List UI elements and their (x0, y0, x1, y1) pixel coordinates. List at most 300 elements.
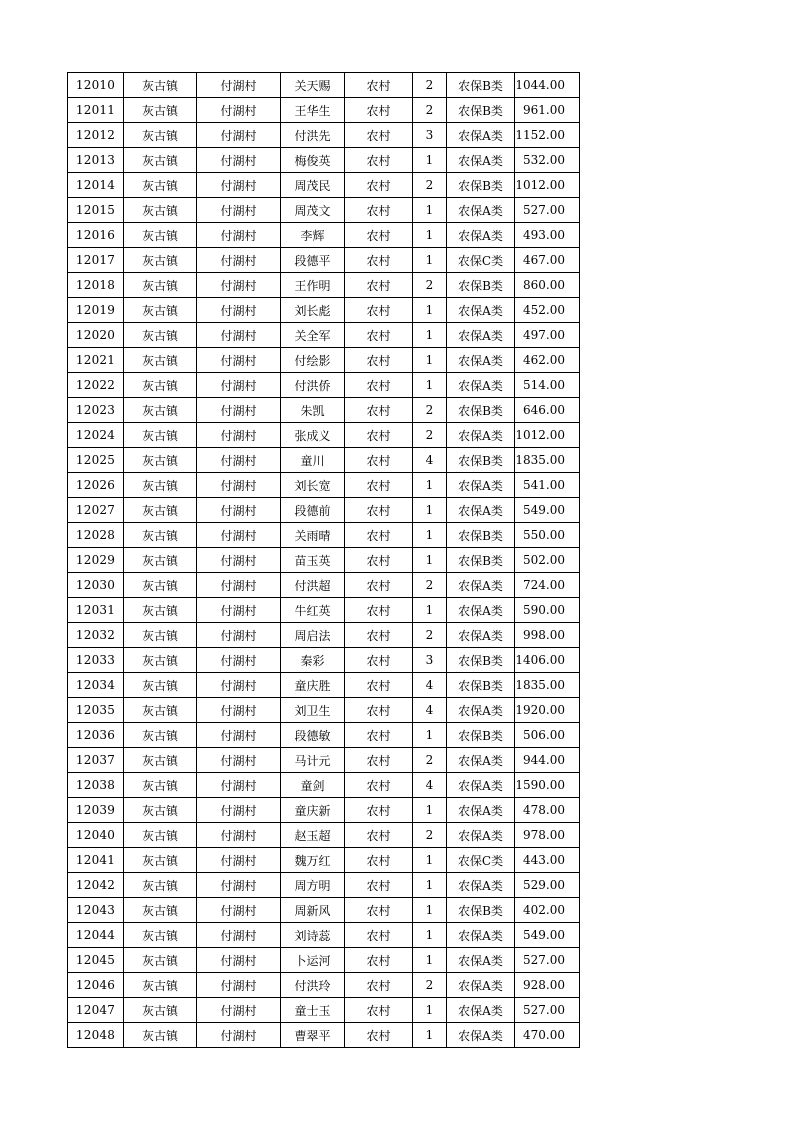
cell-insurance-category: 农保A类 (447, 798, 515, 823)
table-row (68, 673, 580, 698)
table-row (68, 98, 580, 123)
cell-area-type: 农村 (345, 1023, 413, 1048)
cell-household-size: 2 (413, 973, 447, 998)
cell-household-size: 1 (413, 373, 447, 398)
cell-record-id: 12038 (68, 773, 124, 798)
cell-amount: 961.00 (515, 98, 580, 123)
cell-name: 付洪先 (281, 123, 345, 148)
cell-household-size: 1 (413, 548, 447, 573)
cell-amount: 541.00 (515, 473, 580, 498)
cell-insurance-category: 农保C类 (447, 848, 515, 873)
cell-name: 周茂文 (281, 198, 345, 223)
cell-insurance-category: 农保B类 (447, 898, 515, 923)
cell-household-size: 1 (413, 873, 447, 898)
cell-area-type: 农村 (345, 948, 413, 973)
cell-amount: 506.00 (515, 723, 580, 748)
table-row (68, 573, 580, 598)
cell-town: 灰古镇 (124, 248, 197, 273)
cell-name: 段德平 (281, 248, 345, 273)
cell-amount: 724.00 (515, 573, 580, 598)
cell-area-type: 农村 (345, 398, 413, 423)
cell-amount: 1835.00 (515, 673, 580, 698)
cell-area-type: 农村 (345, 98, 413, 123)
cell-name: 张成义 (281, 423, 345, 448)
cell-household-size: 1 (413, 998, 447, 1023)
table-row (68, 748, 580, 773)
cell-town: 灰古镇 (124, 823, 197, 848)
cell-household-size: 1 (413, 348, 447, 373)
cell-town: 灰古镇 (124, 123, 197, 148)
cell-area-type: 农村 (345, 348, 413, 373)
cell-town: 灰古镇 (124, 898, 197, 923)
cell-village: 付湖村 (197, 798, 281, 823)
cell-village: 付湖村 (197, 748, 281, 773)
table-row (68, 523, 580, 548)
cell-town: 灰古镇 (124, 373, 197, 398)
cell-record-id: 12046 (68, 973, 124, 998)
cell-amount: 998.00 (515, 623, 580, 648)
cell-insurance-category: 农保B类 (447, 648, 515, 673)
cell-household-size: 1 (413, 948, 447, 973)
cell-household-size: 1 (413, 598, 447, 623)
table-row (68, 73, 580, 98)
cell-name: 梅俊英 (281, 148, 345, 173)
cell-insurance-category: 农保A类 (447, 973, 515, 998)
cell-record-id: 12026 (68, 473, 124, 498)
cell-town: 灰古镇 (124, 73, 197, 98)
cell-insurance-category: 农保B类 (447, 548, 515, 573)
cell-insurance-category: 农保A类 (447, 998, 515, 1023)
cell-amount: 467.00 (515, 248, 580, 273)
cell-area-type: 农村 (345, 498, 413, 523)
cell-area-type: 农村 (345, 998, 413, 1023)
table-row (68, 723, 580, 748)
cell-area-type: 农村 (345, 823, 413, 848)
cell-record-id: 12042 (68, 873, 124, 898)
cell-area-type: 农村 (345, 748, 413, 773)
cell-name: 刘诗蕊 (281, 923, 345, 948)
cell-insurance-category: 农保B类 (447, 273, 515, 298)
cell-name: 朱凯 (281, 398, 345, 423)
cell-household-size: 1 (413, 148, 447, 173)
cell-household-size: 1 (413, 198, 447, 223)
cell-record-id: 12016 (68, 223, 124, 248)
cell-area-type: 农村 (345, 298, 413, 323)
cell-area-type: 农村 (345, 473, 413, 498)
cell-amount: 978.00 (515, 823, 580, 848)
table-row (68, 123, 580, 148)
cell-amount: 502.00 (515, 548, 580, 573)
cell-insurance-category: 农保A类 (447, 923, 515, 948)
cell-name: 付洪超 (281, 573, 345, 598)
table-row (68, 848, 580, 873)
cell-record-id: 12012 (68, 123, 124, 148)
cell-name: 关雨晴 (281, 523, 345, 548)
table-row (68, 773, 580, 798)
cell-amount: 462.00 (515, 348, 580, 373)
cell-record-id: 12023 (68, 398, 124, 423)
cell-area-type: 农村 (345, 798, 413, 823)
table-row (68, 198, 580, 223)
cell-amount: 402.00 (515, 898, 580, 923)
cell-record-id: 12041 (68, 848, 124, 873)
cell-town: 灰古镇 (124, 273, 197, 298)
cell-name: 赵玉超 (281, 823, 345, 848)
cell-household-size: 2 (413, 173, 447, 198)
table-body (68, 73, 580, 1048)
cell-insurance-category: 农保A类 (447, 473, 515, 498)
cell-insurance-category: 农保A类 (447, 598, 515, 623)
cell-amount: 470.00 (515, 1023, 580, 1048)
cell-insurance-category: 农保B类 (447, 173, 515, 198)
cell-area-type: 农村 (345, 173, 413, 198)
cell-town: 灰古镇 (124, 648, 197, 673)
cell-amount: 527.00 (515, 198, 580, 223)
cell-town: 灰古镇 (124, 223, 197, 248)
table-row (68, 398, 580, 423)
table-row (68, 898, 580, 923)
cell-area-type: 农村 (345, 373, 413, 398)
cell-amount: 646.00 (515, 398, 580, 423)
cell-insurance-category: 农保A类 (447, 1023, 515, 1048)
cell-household-size: 1 (413, 248, 447, 273)
cell-area-type: 农村 (345, 148, 413, 173)
cell-village: 付湖村 (197, 948, 281, 973)
cell-household-size: 1 (413, 298, 447, 323)
cell-area-type: 农村 (345, 198, 413, 223)
cell-insurance-category: 农保A类 (447, 348, 515, 373)
cell-record-id: 12044 (68, 923, 124, 948)
cell-town: 灰古镇 (124, 173, 197, 198)
cell-name: 童川 (281, 448, 345, 473)
cell-name: 王作明 (281, 273, 345, 298)
table-row (68, 648, 580, 673)
table-row (68, 148, 580, 173)
cell-insurance-category: 农保A类 (447, 198, 515, 223)
cell-amount: 1152.00 (515, 123, 580, 148)
cell-area-type: 农村 (345, 448, 413, 473)
cell-household-size: 4 (413, 673, 447, 698)
cell-area-type: 农村 (345, 723, 413, 748)
cell-record-id: 12036 (68, 723, 124, 748)
cell-village: 付湖村 (197, 298, 281, 323)
cell-record-id: 12045 (68, 948, 124, 973)
cell-area-type: 农村 (345, 323, 413, 348)
cell-town: 灰古镇 (124, 623, 197, 648)
cell-village: 付湖村 (197, 823, 281, 848)
cell-name: 王华生 (281, 98, 345, 123)
cell-record-id: 12017 (68, 248, 124, 273)
cell-insurance-category: 农保B类 (447, 723, 515, 748)
cell-amount: 928.00 (515, 973, 580, 998)
cell-household-size: 2 (413, 748, 447, 773)
cell-household-size: 4 (413, 773, 447, 798)
cell-town: 灰古镇 (124, 798, 197, 823)
cell-area-type: 农村 (345, 973, 413, 998)
cell-amount: 527.00 (515, 998, 580, 1023)
cell-village: 付湖村 (197, 323, 281, 348)
cell-household-size: 4 (413, 698, 447, 723)
cell-record-id: 12029 (68, 548, 124, 573)
cell-household-size: 2 (413, 398, 447, 423)
cell-record-id: 12039 (68, 798, 124, 823)
cell-name: 童庆胜 (281, 673, 345, 698)
cell-area-type: 农村 (345, 598, 413, 623)
cell-village: 付湖村 (197, 248, 281, 273)
cell-village: 付湖村 (197, 548, 281, 573)
cell-insurance-category: 农保A类 (447, 823, 515, 848)
cell-town: 灰古镇 (124, 1023, 197, 1048)
cell-household-size: 1 (413, 723, 447, 748)
cell-name: 周茂民 (281, 173, 345, 198)
cell-village: 付湖村 (197, 623, 281, 648)
cell-household-size: 1 (413, 798, 447, 823)
cell-record-id: 12022 (68, 373, 124, 398)
cell-household-size: 2 (413, 73, 447, 98)
cell-town: 灰古镇 (124, 148, 197, 173)
cell-amount: 550.00 (515, 523, 580, 548)
table-row (68, 448, 580, 473)
cell-area-type: 农村 (345, 873, 413, 898)
cell-area-type: 农村 (345, 573, 413, 598)
cell-village: 付湖村 (197, 723, 281, 748)
cell-town: 灰古镇 (124, 873, 197, 898)
cell-village: 付湖村 (197, 273, 281, 298)
cell-household-size: 1 (413, 1023, 447, 1048)
cell-village: 付湖村 (197, 673, 281, 698)
cell-area-type: 农村 (345, 73, 413, 98)
cell-household-size: 1 (413, 323, 447, 348)
cell-amount: 1835.00 (515, 448, 580, 473)
cell-name: 周启法 (281, 623, 345, 648)
cell-household-size: 4 (413, 448, 447, 473)
cell-insurance-category: 农保A类 (447, 148, 515, 173)
cell-insurance-category: 农保A类 (447, 323, 515, 348)
cell-name: 刘长宽 (281, 473, 345, 498)
cell-record-id: 12032 (68, 623, 124, 648)
cell-insurance-category: 农保A类 (447, 373, 515, 398)
cell-record-id: 12048 (68, 1023, 124, 1048)
table-row (68, 373, 580, 398)
cell-insurance-category: 农保B类 (447, 523, 515, 548)
cell-town: 灰古镇 (124, 448, 197, 473)
cell-town: 灰古镇 (124, 323, 197, 348)
cell-village: 付湖村 (197, 898, 281, 923)
cell-town: 灰古镇 (124, 998, 197, 1023)
cell-town: 灰古镇 (124, 848, 197, 873)
cell-amount: 1406.00 (515, 648, 580, 673)
cell-insurance-category: 农保A类 (447, 873, 515, 898)
cell-record-id: 12018 (68, 273, 124, 298)
cell-record-id: 12031 (68, 598, 124, 623)
cell-village: 付湖村 (197, 348, 281, 373)
cell-record-id: 12034 (68, 673, 124, 698)
cell-area-type: 农村 (345, 923, 413, 948)
cell-amount: 860.00 (515, 273, 580, 298)
cell-village: 付湖村 (197, 473, 281, 498)
table-row (68, 323, 580, 348)
table-row (68, 823, 580, 848)
table-row (68, 798, 580, 823)
table-row (68, 273, 580, 298)
cell-record-id: 12037 (68, 748, 124, 773)
cell-name: 关天赐 (281, 73, 345, 98)
cell-record-id: 12015 (68, 198, 124, 223)
cell-household-size: 3 (413, 123, 447, 148)
table-row (68, 923, 580, 948)
cell-village: 付湖村 (197, 848, 281, 873)
cell-village: 付湖村 (197, 223, 281, 248)
cell-village: 付湖村 (197, 698, 281, 723)
table-row (68, 223, 580, 248)
cell-town: 灰古镇 (124, 198, 197, 223)
cell-name: 卜运河 (281, 948, 345, 973)
cell-record-id: 12020 (68, 323, 124, 348)
cell-village: 付湖村 (197, 973, 281, 998)
cell-household-size: 2 (413, 273, 447, 298)
cell-area-type: 农村 (345, 548, 413, 573)
cell-record-id: 12021 (68, 348, 124, 373)
cell-village: 付湖村 (197, 423, 281, 448)
cell-record-id: 12035 (68, 698, 124, 723)
cell-household-size: 2 (413, 98, 447, 123)
cell-area-type: 农村 (345, 523, 413, 548)
cell-amount: 1044.00 (515, 73, 580, 98)
cell-village: 付湖村 (197, 998, 281, 1023)
cell-household-size: 1 (413, 523, 447, 548)
cell-name: 童剑 (281, 773, 345, 798)
cell-record-id: 12030 (68, 573, 124, 598)
cell-village: 付湖村 (197, 523, 281, 548)
cell-amount: 493.00 (515, 223, 580, 248)
cell-amount: 590.00 (515, 598, 580, 623)
cell-household-size: 2 (413, 823, 447, 848)
cell-village: 付湖村 (197, 873, 281, 898)
cell-town: 灰古镇 (124, 973, 197, 998)
cell-insurance-category: 农保A类 (447, 573, 515, 598)
cell-area-type: 农村 (345, 223, 413, 248)
cell-name: 童士玉 (281, 998, 345, 1023)
cell-household-size: 2 (413, 623, 447, 648)
cell-name: 童庆新 (281, 798, 345, 823)
cell-amount: 478.00 (515, 798, 580, 823)
cell-area-type: 农村 (345, 848, 413, 873)
cell-insurance-category: 农保A类 (447, 623, 515, 648)
cell-household-size: 1 (413, 223, 447, 248)
cell-amount: 452.00 (515, 298, 580, 323)
cell-name: 周新风 (281, 898, 345, 923)
cell-insurance-category: 农保A类 (447, 223, 515, 248)
cell-amount: 514.00 (515, 373, 580, 398)
cell-town: 灰古镇 (124, 98, 197, 123)
table-row (68, 948, 580, 973)
table-row (68, 873, 580, 898)
cell-household-size: 1 (413, 898, 447, 923)
cell-name: 段德敏 (281, 723, 345, 748)
cell-town: 灰古镇 (124, 948, 197, 973)
cell-record-id: 12014 (68, 173, 124, 198)
cell-record-id: 12033 (68, 648, 124, 673)
table-row (68, 498, 580, 523)
cell-name: 周方明 (281, 873, 345, 898)
cell-insurance-category: 农保A类 (447, 498, 515, 523)
cell-household-size: 2 (413, 423, 447, 448)
cell-insurance-category: 农保B类 (447, 673, 515, 698)
cell-village: 付湖村 (197, 923, 281, 948)
cell-household-size: 1 (413, 498, 447, 523)
cell-record-id: 12040 (68, 823, 124, 848)
cell-insurance-category: 农保A类 (447, 748, 515, 773)
cell-town: 灰古镇 (124, 748, 197, 773)
cell-area-type: 农村 (345, 248, 413, 273)
cell-name: 马计元 (281, 748, 345, 773)
table-row (68, 598, 580, 623)
cell-area-type: 农村 (345, 273, 413, 298)
cell-name: 李辉 (281, 223, 345, 248)
cell-town: 灰古镇 (124, 548, 197, 573)
cell-town: 灰古镇 (124, 673, 197, 698)
table-row (68, 1023, 580, 1048)
cell-name: 牛红英 (281, 598, 345, 623)
cell-record-id: 12025 (68, 448, 124, 473)
cell-household-size: 1 (413, 923, 447, 948)
cell-village: 付湖村 (197, 573, 281, 598)
cell-amount: 497.00 (515, 323, 580, 348)
cell-record-id: 12024 (68, 423, 124, 448)
cell-village: 付湖村 (197, 448, 281, 473)
cell-name: 付绘影 (281, 348, 345, 373)
cell-village: 付湖村 (197, 148, 281, 173)
cell-amount: 443.00 (515, 848, 580, 873)
cell-village: 付湖村 (197, 198, 281, 223)
cell-area-type: 农村 (345, 648, 413, 673)
cell-town: 灰古镇 (124, 498, 197, 523)
cell-name: 关全军 (281, 323, 345, 348)
cell-area-type: 农村 (345, 673, 413, 698)
cell-amount: 944.00 (515, 748, 580, 773)
cell-town: 灰古镇 (124, 723, 197, 748)
cell-amount: 549.00 (515, 498, 580, 523)
table-row (68, 173, 580, 198)
table-row (68, 973, 580, 998)
cell-town: 灰古镇 (124, 773, 197, 798)
cell-household-size: 2 (413, 573, 447, 598)
cell-amount: 1012.00 (515, 423, 580, 448)
cell-village: 付湖村 (197, 398, 281, 423)
cell-name: 曹翠平 (281, 1023, 345, 1048)
cell-amount: 1012.00 (515, 173, 580, 198)
cell-record-id: 12019 (68, 298, 124, 323)
cell-insurance-category: 农保A类 (447, 123, 515, 148)
table-row (68, 548, 580, 573)
cell-name: 段德前 (281, 498, 345, 523)
cell-area-type: 农村 (345, 773, 413, 798)
cell-amount: 529.00 (515, 873, 580, 898)
cell-amount: 1590.00 (515, 773, 580, 798)
cell-record-id: 12010 (68, 73, 124, 98)
cell-town: 灰古镇 (124, 348, 197, 373)
cell-village: 付湖村 (197, 73, 281, 98)
cell-insurance-category: 农保C类 (447, 248, 515, 273)
cell-record-id: 12027 (68, 498, 124, 523)
cell-name: 刘长彪 (281, 298, 345, 323)
table-row (68, 473, 580, 498)
records-table (67, 72, 580, 1048)
cell-record-id: 12011 (68, 98, 124, 123)
cell-town: 灰古镇 (124, 523, 197, 548)
cell-town: 灰古镇 (124, 698, 197, 723)
cell-amount: 549.00 (515, 923, 580, 948)
